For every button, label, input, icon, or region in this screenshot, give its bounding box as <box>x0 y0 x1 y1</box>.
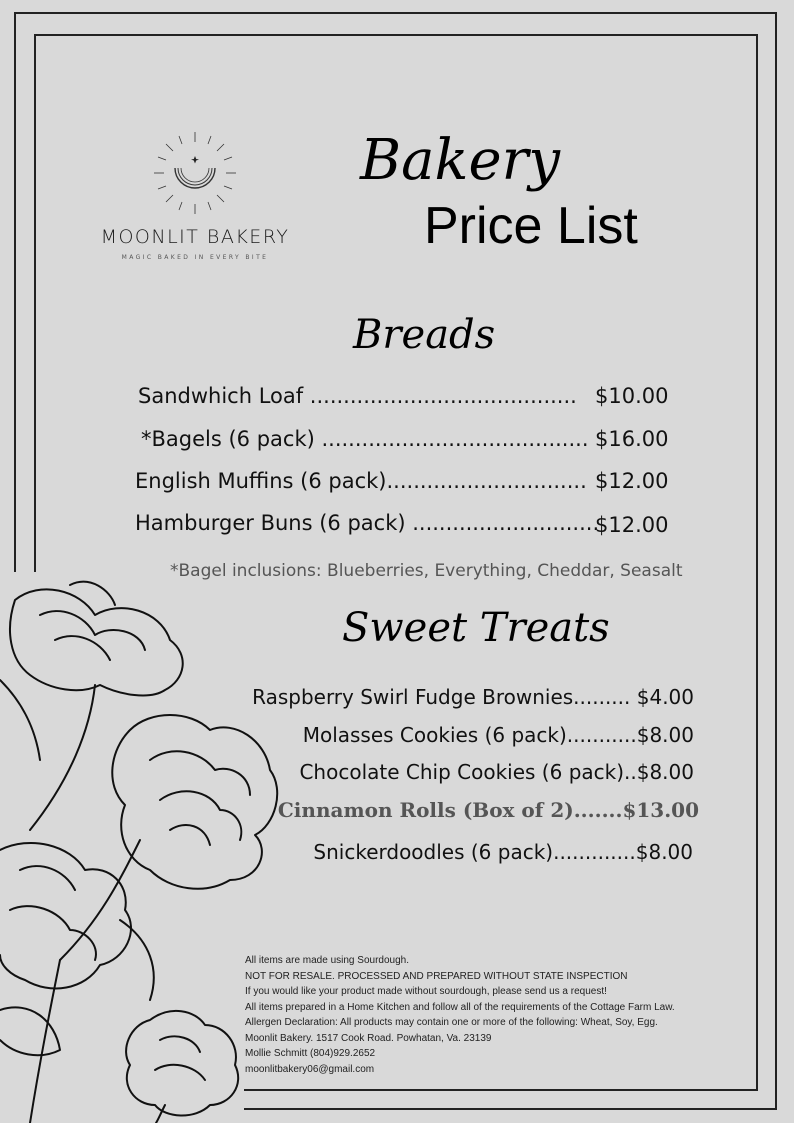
footer-line: If you would like your product made without sourdough, please send us a request! <box>245 986 607 997</box>
brand-name: MOONLIT BAKERY <box>100 226 290 248</box>
title-script: Bakery <box>360 128 561 193</box>
footer-line: NOT FOR RESALE. PROCESSED AND PREPARED WITHOUT STATE INSPECTION <box>245 970 628 982</box>
treats-heading: Sweet Treats <box>342 605 610 651</box>
bread-item-price: $10.00 <box>595 384 669 408</box>
brand-tagline: MAGIC BAKED IN EVERY BITE <box>121 254 269 261</box>
bread-item-price: $12.00 <box>595 469 669 493</box>
footer-line: All items are made using Sourdough. <box>245 955 409 966</box>
treat-item: Raspberry Swirl Fudge Brownies......... $4.00 <box>252 685 694 709</box>
treat-item: Molasses Cookies (6 pack)...........$8.00 <box>302 723 694 747</box>
bread-item-label: English Muffins (6 pack).............................. <box>135 469 587 493</box>
footer-notes <box>245 953 675 1077</box>
treat-item: Cinnamon Rolls (Box of 2).......$13.00 <box>277 798 699 822</box>
bread-item-price: $12.00 <box>595 513 669 537</box>
bread-item-label: Hamburger Buns (6 pack) ............................ <box>135 511 600 535</box>
treat-item: Chocolate Chip Cookies (6 pack)..$8.00 <box>299 760 694 784</box>
bread-item-price: $16.00 <box>595 427 669 451</box>
footer-line: Allergen Declaration: All products may contain one or more of the following: Wheat, Soy, Egg. <box>245 1017 658 1028</box>
footer-line: Moonlit Bakery. 1517 Cook Road. Powhatan, Va. 23139 <box>245 1032 492 1044</box>
moon-sun-icon <box>150 128 240 218</box>
bagel-note: *Bagel inclusions: Blueberries, Everything, Cheddar, Seasalt <box>170 561 683 581</box>
brand-logo <box>86 128 304 261</box>
footer-line: All items prepared in a Home Kitchen and follow all of the requirements of the Cottage Farm Law. <box>245 1001 675 1013</box>
breads-heading: Breads <box>353 312 496 358</box>
footer-line: Mollie Schmitt (804)929.2652 <box>245 1048 376 1059</box>
bread-item-label: *Bagels (6 pack) ........................................ <box>141 427 589 451</box>
bread-item-label: Sandwhich Loaf ........................................ <box>138 384 577 408</box>
footer-email: moonlitbakery06@gmail.com <box>245 1063 375 1075</box>
page-title: Price List <box>424 197 638 255</box>
treat-item: Snickerdoodles (6 pack).............$8.00 <box>313 840 693 864</box>
